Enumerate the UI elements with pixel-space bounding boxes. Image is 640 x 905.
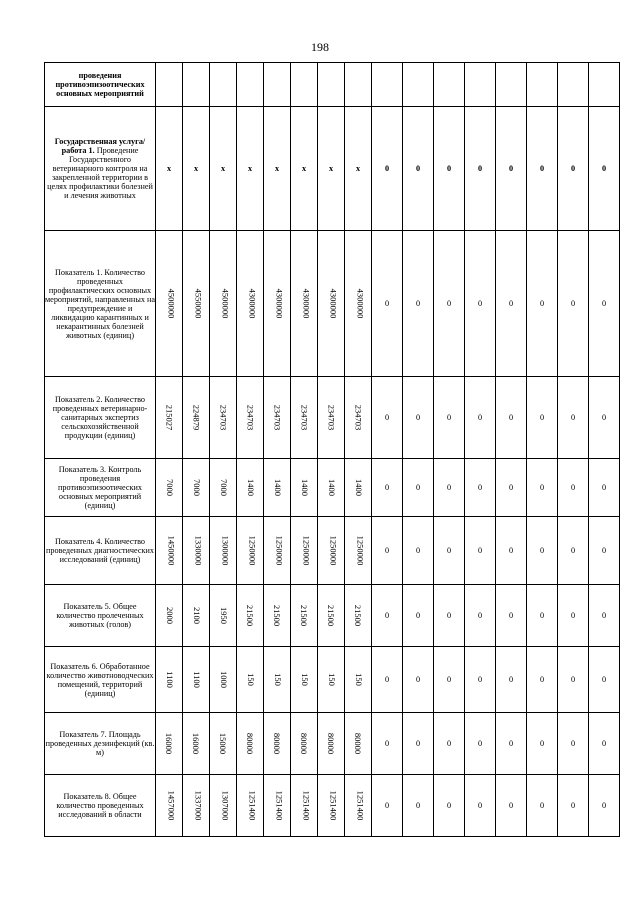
empty-cell — [156, 63, 183, 107]
zero-cell: 0 — [558, 585, 589, 647]
zero-cell: 0 — [434, 231, 465, 377]
zero-cell: 0 — [403, 459, 434, 517]
zero-cell: 0 — [403, 517, 434, 585]
zero-cell: 0 — [465, 713, 496, 775]
zero-cell: 0 — [496, 647, 527, 713]
value-cell — [291, 231, 318, 377]
value-cell — [210, 775, 237, 837]
value-text: 1330000 — [193, 535, 204, 566]
value-text: 7000 — [191, 479, 202, 496]
value-text: 4300000 — [247, 288, 258, 319]
value-text: 1400 — [245, 479, 256, 496]
value-cell — [264, 377, 291, 459]
value-text: 1250000 — [274, 535, 285, 566]
value-text: 150 — [326, 673, 337, 686]
zero-cell: 0 — [372, 713, 403, 775]
value-cell — [210, 377, 237, 459]
value-text: 1450000 — [166, 535, 177, 566]
value-cell — [318, 585, 345, 647]
empty-cell — [372, 63, 403, 107]
value-cell: х — [291, 107, 318, 231]
value-text: 2100 — [191, 607, 202, 624]
empty-cell — [465, 63, 496, 107]
value-cell — [264, 775, 291, 837]
value-cell — [345, 459, 372, 517]
value-cell — [318, 647, 345, 713]
value-cell — [156, 713, 183, 775]
value-cell — [210, 517, 237, 585]
zero-cell: 0 — [434, 107, 465, 231]
value-cell — [264, 713, 291, 775]
zero-cell: 0 — [558, 377, 589, 459]
zero-cell: 0 — [403, 775, 434, 837]
table-row — [45, 775, 620, 837]
value-text: 7000 — [164, 479, 175, 496]
zero-cell: 0 — [589, 107, 620, 231]
value-text: 234703 — [299, 404, 310, 431]
value-cell — [318, 775, 345, 837]
value-cell — [183, 459, 210, 517]
empty-cell — [345, 63, 372, 107]
value-text: 150 — [272, 673, 283, 686]
value-cell — [156, 377, 183, 459]
value-text: 21500 — [299, 604, 310, 627]
value-text: 224879 — [191, 404, 202, 431]
value-cell — [156, 231, 183, 377]
value-text: 1251400 — [301, 790, 312, 821]
zero-cell: 0 — [527, 231, 558, 377]
empty-cell — [558, 63, 589, 107]
table-row — [45, 63, 620, 107]
zero-cell: 0 — [403, 585, 434, 647]
zero-cell: 0 — [372, 647, 403, 713]
value-text: 21500 — [353, 604, 364, 627]
zero-cell: 0 — [465, 517, 496, 585]
zero-cell: 0 — [589, 775, 620, 837]
value-cell — [345, 377, 372, 459]
value-text: 80000 — [272, 732, 283, 755]
value-cell — [264, 517, 291, 585]
value-cell — [291, 377, 318, 459]
table-row — [45, 231, 620, 377]
value-text: 2000 — [164, 607, 175, 624]
value-cell — [210, 647, 237, 713]
value-cell — [156, 517, 183, 585]
value-text: 4300000 — [274, 288, 285, 319]
value-cell — [237, 377, 264, 459]
value-cell — [183, 517, 210, 585]
value-cell — [291, 775, 318, 837]
zero-cell: 0 — [527, 713, 558, 775]
value-text: 4550000 — [193, 288, 204, 319]
zero-cell: 0 — [589, 647, 620, 713]
empty-cell — [318, 63, 345, 107]
value-text: 1950 — [218, 607, 229, 624]
empty-cell — [237, 63, 264, 107]
zero-cell: 0 — [496, 377, 527, 459]
zero-cell: 0 — [527, 107, 558, 231]
value-cell — [318, 713, 345, 775]
value-text: 1250000 — [328, 535, 339, 566]
zero-cell: 0 — [434, 713, 465, 775]
value-cell — [183, 377, 210, 459]
zero-cell: 0 — [403, 231, 434, 377]
value-cell — [237, 517, 264, 585]
value-text: 4300000 — [301, 288, 312, 319]
value-cell — [345, 231, 372, 377]
value-text: 1000 — [218, 671, 229, 688]
zero-cell: 0 — [527, 647, 558, 713]
empty-cell — [589, 63, 620, 107]
value-text: 21500 — [272, 604, 283, 627]
zero-cell: 0 — [558, 775, 589, 837]
value-text: 4500000 — [220, 288, 231, 319]
zero-cell: 0 — [589, 517, 620, 585]
value-text: 1337000 — [193, 790, 204, 821]
empty-cell — [496, 63, 527, 107]
table-row — [45, 107, 620, 231]
value-text: 80000 — [326, 732, 337, 755]
value-text: 1250000 — [301, 535, 312, 566]
value-text: 16000 — [164, 732, 175, 755]
value-text: 234703 — [353, 404, 364, 431]
value-text: 7000 — [218, 479, 229, 496]
row-label: Показатель 1. Количество проведенных профилактических основных мероприятий, направленных на предупреждение и ликвидацию карантинных и некарантинных болезней животных (единиц) — [45, 231, 156, 377]
value-text: 1251400 — [274, 790, 285, 821]
table-row — [45, 377, 620, 459]
value-cell: х — [345, 107, 372, 231]
value-text: 1100 — [164, 671, 175, 688]
row-label: Показатель 5. Общее количество пролеченных животных (голов) — [45, 585, 156, 647]
row-label-bold: Государственная услуга/работа 1. — [54, 137, 146, 155]
value-text: 4300000 — [328, 288, 339, 319]
value-text: 234703 — [272, 404, 283, 431]
zero-cell: 0 — [589, 713, 620, 775]
zero-cell: 0 — [558, 107, 589, 231]
zero-cell: 0 — [558, 517, 589, 585]
value-cell — [156, 459, 183, 517]
zero-cell: 0 — [465, 775, 496, 837]
value-text: 1250000 — [355, 535, 366, 566]
value-text: 1400 — [299, 479, 310, 496]
value-text: 1251400 — [247, 790, 258, 821]
indicators-table — [44, 62, 620, 837]
zero-cell: 0 — [465, 107, 496, 231]
row-label: Государственная услуга/работа 1. Проведение Государственного ветеринарного контроля на закрепленной территории в целях профилактики болезней и лечения животных — [45, 107, 156, 231]
value-text: 21500 — [326, 604, 337, 627]
value-cell: х — [264, 107, 291, 231]
table-row — [45, 517, 620, 585]
zero-cell: 0 — [589, 377, 620, 459]
value-cell — [210, 459, 237, 517]
value-cell — [210, 713, 237, 775]
zero-cell: 0 — [403, 107, 434, 231]
value-cell — [291, 647, 318, 713]
zero-cell: 0 — [372, 517, 403, 585]
value-cell — [264, 585, 291, 647]
zero-cell: 0 — [496, 585, 527, 647]
value-cell: х — [183, 107, 210, 231]
value-cell — [156, 585, 183, 647]
zero-cell: 0 — [465, 231, 496, 377]
zero-cell: 0 — [465, 647, 496, 713]
zero-cell: 0 — [434, 459, 465, 517]
zero-cell: 0 — [434, 377, 465, 459]
value-text: 4300000 — [355, 288, 366, 319]
value-cell — [345, 647, 372, 713]
value-cell — [345, 775, 372, 837]
value-cell — [237, 459, 264, 517]
value-text: 1457000 — [166, 790, 177, 821]
value-cell — [183, 585, 210, 647]
value-cell — [318, 231, 345, 377]
zero-cell: 0 — [589, 585, 620, 647]
zero-cell: 0 — [465, 459, 496, 517]
zero-cell: 0 — [527, 585, 558, 647]
empty-cell — [264, 63, 291, 107]
zero-cell: 0 — [496, 231, 527, 377]
row-label: Показатель 3. Контроль проведения противоэпизоотических основных мероприятий (единиц) — [45, 459, 156, 517]
table-row — [45, 459, 620, 517]
table-row — [45, 713, 620, 775]
zero-cell: 0 — [403, 377, 434, 459]
zero-cell: 0 — [558, 231, 589, 377]
row-label: Показатель 7. Площадь проведенных дезинфекций (кв. м) — [45, 713, 156, 775]
value-text: 15000 — [218, 732, 229, 755]
value-cell — [318, 377, 345, 459]
table-row — [45, 585, 620, 647]
table-row — [45, 647, 620, 713]
zero-cell: 0 — [434, 585, 465, 647]
empty-cell — [403, 63, 434, 107]
value-cell — [291, 517, 318, 585]
zero-cell: 0 — [372, 377, 403, 459]
value-cell — [345, 585, 372, 647]
zero-cell: 0 — [434, 775, 465, 837]
value-cell — [237, 713, 264, 775]
value-text: 80000 — [245, 732, 256, 755]
value-cell — [291, 459, 318, 517]
value-text: 1400 — [353, 479, 364, 496]
value-cell: х — [318, 107, 345, 231]
value-cell — [345, 713, 372, 775]
value-text: 1100 — [191, 671, 202, 688]
row-label: проведения противоэпизоотических основных мероприятий — [45, 63, 156, 107]
value-cell — [183, 231, 210, 377]
value-text: 21500 — [245, 604, 256, 627]
zero-cell: 0 — [372, 775, 403, 837]
zero-cell: 0 — [372, 585, 403, 647]
value-text: 234703 — [218, 404, 229, 431]
value-cell: х — [210, 107, 237, 231]
empty-cell — [183, 63, 210, 107]
value-text: 234703 — [245, 404, 256, 431]
zero-cell: 0 — [434, 517, 465, 585]
table-body — [45, 63, 620, 837]
zero-cell: 0 — [403, 647, 434, 713]
zero-cell: 0 — [465, 585, 496, 647]
zero-cell: 0 — [496, 107, 527, 231]
zero-cell: 0 — [496, 517, 527, 585]
value-cell — [183, 775, 210, 837]
value-text: 80000 — [299, 732, 310, 755]
empty-cell — [434, 63, 465, 107]
row-label: Показатель 8. Общее количество проведенных исследований в области — [45, 775, 156, 837]
value-cell — [291, 585, 318, 647]
value-text: 150 — [245, 673, 256, 686]
value-cell — [210, 231, 237, 377]
value-cell — [264, 647, 291, 713]
row-label: Показатель 2. Количество проведенных ветеринарно-санитарных экспертиз сельскохозяйственной продукции (единиц) — [45, 377, 156, 459]
row-label: Показатель 6. Обработанное количество животноводческих помещений, территорий (единиц) — [45, 647, 156, 713]
value-cell: х — [237, 107, 264, 231]
row-label: Показатель 4. Количество проведенных диагностических исследований (единиц) — [45, 517, 156, 585]
zero-cell: 0 — [496, 775, 527, 837]
zero-cell: 0 — [403, 713, 434, 775]
page-number: 198 — [311, 40, 329, 54]
value-cell — [264, 459, 291, 517]
value-cell — [183, 647, 210, 713]
value-cell — [156, 775, 183, 837]
zero-cell: 0 — [527, 775, 558, 837]
value-cell — [210, 585, 237, 647]
zero-cell: 0 — [372, 107, 403, 231]
value-text: 1400 — [326, 479, 337, 496]
zero-cell: 0 — [372, 459, 403, 517]
zero-cell: 0 — [496, 713, 527, 775]
value-cell — [183, 713, 210, 775]
empty-cell — [291, 63, 318, 107]
zero-cell: 0 — [558, 713, 589, 775]
zero-cell: 0 — [527, 517, 558, 585]
zero-cell: 0 — [589, 459, 620, 517]
value-cell — [237, 775, 264, 837]
value-cell — [318, 517, 345, 585]
zero-cell: 0 — [496, 459, 527, 517]
zero-cell: 0 — [465, 377, 496, 459]
value-text: 1251400 — [328, 790, 339, 821]
zero-cell: 0 — [527, 459, 558, 517]
value-cell — [237, 231, 264, 377]
value-cell — [237, 585, 264, 647]
value-cell — [237, 647, 264, 713]
value-text: 1251400 — [355, 790, 366, 821]
zero-cell: 0 — [527, 377, 558, 459]
value-text: 215027 — [164, 404, 175, 431]
value-text: 4500000 — [166, 288, 177, 319]
value-cell — [264, 231, 291, 377]
value-text: 1300000 — [220, 535, 231, 566]
value-cell — [156, 647, 183, 713]
value-cell — [318, 459, 345, 517]
value-cell: х — [156, 107, 183, 231]
zero-cell: 0 — [372, 231, 403, 377]
empty-cell — [210, 63, 237, 107]
zero-cell: 0 — [434, 647, 465, 713]
value-text: 150 — [299, 673, 310, 686]
value-text: 80000 — [353, 732, 364, 755]
value-text: 1250000 — [247, 535, 258, 566]
value-text: 1307000 — [220, 790, 231, 821]
value-text: 1400 — [272, 479, 283, 496]
zero-cell: 0 — [589, 231, 620, 377]
zero-cell: 0 — [558, 459, 589, 517]
zero-cell: 0 — [558, 647, 589, 713]
value-text: 150 — [353, 673, 364, 686]
empty-cell — [527, 63, 558, 107]
value-cell — [291, 713, 318, 775]
value-text: 16000 — [191, 732, 202, 755]
value-text: 234703 — [326, 404, 337, 431]
value-cell — [345, 517, 372, 585]
